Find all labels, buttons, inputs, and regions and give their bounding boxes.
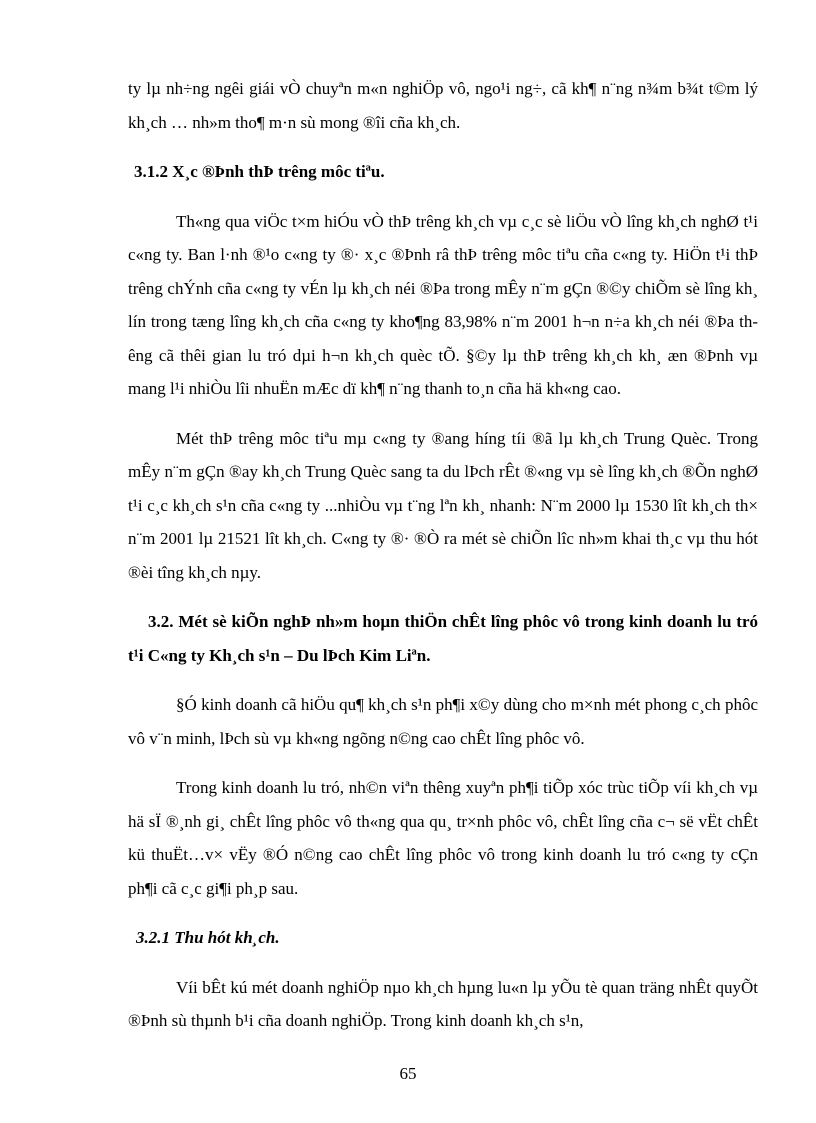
paragraph-service-style: §Ó kinh doanh cã hiÖu qu¶ kh¸ch s¹n ph¶i x©y dùng cho m×nh mét phong c¸ch phôc vô v¨n minh, lÞch sù vµ kh«ng ngõng n©ng cao chÊt lîng phôc vô. <box>128 695 758 748</box>
paragraph-china-market: Mét thÞ trêng môc tiªu mµ c«ng ty ®ang híng tíi ®ã lµ kh¸ch Trung Quèc. Trong mÊy n¨m gÇn ®ay kh¸ch Trung Quèc sang ta du lÞch rÊt ®«ng vµ sè lîng kh¸ch ®Õn nghØ t¹i c¸c kh¸ch s¹n cña c«ng ty ...nhiÒu vµ t¨ng lªn kh¸ nhanh: N¨m 2000 lµ 1530 lît kh¸ch th× n¨m 2001 lµ 21521 lît kh¸ch. C«ng ty ®· ®Ò ra mét sè chiÕn lîc nh»m khai th¸c vµ thu hót ®èi tîng kh¸ch nµy. <box>128 428 758 582</box>
paragraph-intro: ty lµ nh÷ng ngêi giái vÒ chuyªn m«n nghiÖp vô, ngo¹i ng÷, cã kh¶ n¨ng n¾m b¾t t©m lý kh¸ch … nh»m tho¶ m·n sù mong ®îi cña kh¸ch. <box>128 79 758 132</box>
paragraph-target-market: Th«ng qua viÖc t×m hiÓu vÒ thÞ trêng kh¸ch vµ c¸c sè liÖu vÒ lîng kh¸ch nghØ t¹i c«ng ty. Ban l·nh ®¹o c«ng ty ®· x¸c ®Þnh râ thÞ trêng môc tiªu cña c«ng ty. HiÖn t¹i thÞ trêng chÝnh cña c«ng ty vÉn lµ kh¸ch néi ®Þa trong mÊy n¨m gÇn ®©y chiÕm sè lîng kh¸ lín trong tæng lîng kh¸ch cña c«ng ty kho¶ng 83,98% n¨m 2001 h¬n n÷a kh¸ch néi ®Þa thêng cã thêi gian lu tró dµi h¬n kh¸ch quèc tÕ. §©y lµ thÞ trêng kh¸ch kh¸ æn ®Þnh vµ mang l¹i nhiÒu lîi nhuËn mÆc dï kh¶ n¨ng thanh to¸n cña hä kh«ng cao. <box>128 211 758 398</box>
paragraph-staff-contact: Trong kinh doanh lu tró, nh©n viªn thêng xuyªn ph¶i tiÕp xóc trùc tiÕp víi kh¸ch vµ hä sÏ ®¸nh gi¸ chÊt lîng phôc vô th«ng qua qu¸ tr×nh phôc vô, chÊt lîng cña c¬ së vËt chÊt kü thuËt…v× vËy ®Ó n©ng cao chÊt lîng phôc vô trong kinh doanh lu tró c«ng ty cÇn ph¶i cã c¸c gi¶i ph¸p sau. <box>128 778 758 898</box>
heading-3-2-1: 3.2.1 Thu hót kh¸ch. <box>136 928 280 947</box>
heading-3-1-2: 3.1.2 X¸c ®Þnh thÞ trêng môc tiªu. <box>134 162 385 181</box>
heading-3-2: 3.2. Mét sè kiÕn nghÞ nh»m hoµn thiÖn chÊt lîng phôc vô trong kinh doanh lu tró t¹i C«ng ty Kh¸ch s¹n – Du lÞch Kim Liªn. <box>128 612 758 665</box>
document-page <box>128 72 758 1038</box>
paragraph-attract-guests: Víi bÊt kú mét doanh nghiÖp nµo kh¸ch hµng lu«n lµ yÕu tè quan träng nhÊt quyÕt ®Þnh sù thµnh b¹i cña doanh nghiÖp. Trong kinh doanh kh¸ch s¹n, <box>128 977 758 1030</box>
page-number: 65 <box>399 1064 417 1083</box>
